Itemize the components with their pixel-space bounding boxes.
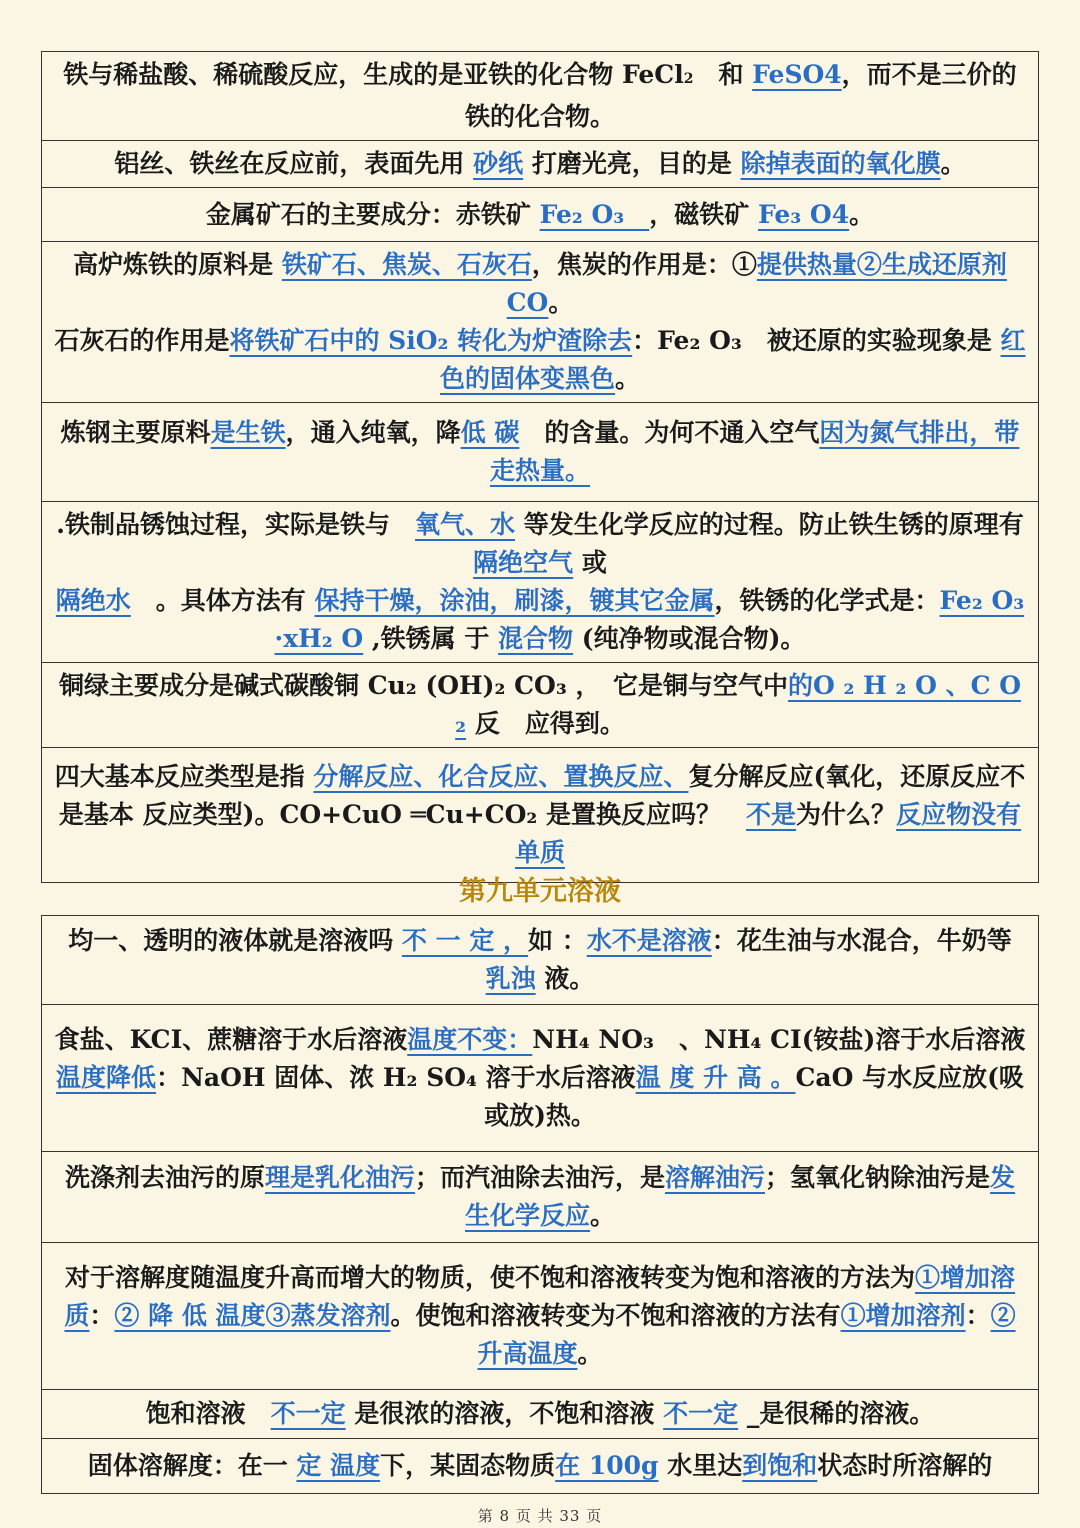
- table-cell: [42, 916, 1039, 1005]
- answer-text: 溶解油污: [665, 1163, 766, 1192]
- question-text: 固体溶解度：在一: [87, 1451, 297, 1480]
- question-text: 高炉炼铁的原料是: [73, 250, 282, 279]
- answer-text: Fe₂ O₃ ·xH₂ O: [274, 586, 1025, 653]
- question-text: 金属矿石的主要成分：赤铁矿: [205, 199, 540, 229]
- answer-text: 理是乳化油污: [264, 1163, 415, 1192]
- question-text: CaO 与水反应放(吸或放)热。: [484, 1063, 1024, 1130]
- table-row: [42, 188, 1039, 242]
- question-text: _是很稀的溶液。: [738, 1399, 935, 1428]
- answer-text: Fe₃ O4: [757, 199, 850, 229]
- answer-text: 铁矿石、焦炭、石灰石: [281, 250, 532, 279]
- table-cell: [42, 1243, 1039, 1390]
- question-text: ：: [965, 1301, 991, 1330]
- question-text: ；氢氧化钠除油污是: [765, 1163, 991, 1192]
- question-text: 的含量。为何不通入空气: [519, 418, 820, 447]
- table-row: [42, 1005, 1039, 1152]
- question-text: 。: [940, 149, 966, 178]
- table-row: [42, 403, 1039, 502]
- question-text: 。: [577, 1339, 603, 1368]
- table-cell: [42, 242, 1039, 403]
- question-text: 四大基本反应类型是指: [54, 762, 314, 791]
- answer-text: 除掉表面的氧化膜: [740, 149, 941, 178]
- answer-text: 不是: [746, 800, 797, 829]
- question-text: 对于溶解度随温度升高而增大的物质，使不饱和溶液转变为饱和溶液的方法为: [64, 1263, 915, 1292]
- table-row: [42, 52, 1039, 141]
- question-text: ，而不是三价的铁的化合物。: [464, 60, 1017, 131]
- question-text: ，通入纯氧，降: [285, 418, 461, 447]
- question-text: 。具体方法有: [130, 586, 315, 615]
- question-text: (纯净物或混合物)。: [573, 624, 806, 653]
- table-row: [42, 141, 1039, 188]
- answer-text: 混合物: [498, 624, 574, 653]
- table-cell: [42, 663, 1039, 748]
- question-text: 。使饱和溶液转变为不饱和溶液的方法有: [390, 1301, 841, 1330]
- table-row: [42, 502, 1039, 663]
- answer-text: 分解反应、化合反应、置换反应、: [313, 762, 689, 791]
- section-title: 第九单元溶液: [459, 876, 621, 907]
- question-text: 是很浓的溶液，不饱和溶液: [345, 1399, 664, 1428]
- table-row: [42, 1152, 1039, 1243]
- answer-text: 定 温度: [296, 1451, 381, 1480]
- question-text: 铜绿主要成分是碱式碳酸铜 Cu₂ (OH)₂ CO₃ ， 它是铜与空气中: [59, 671, 788, 700]
- question-text: 打磨光亮，目的是: [523, 149, 741, 178]
- answer-text: 因为氮气排出，带走热量。: [489, 418, 1020, 485]
- table-cell: [42, 403, 1039, 502]
- answer-text: 水不是溶液: [586, 926, 712, 955]
- table-row: [42, 1390, 1039, 1439]
- table-cell: [42, 1390, 1039, 1439]
- answer-text: 到饱和: [742, 1451, 818, 1480]
- question-text: ，铁锈的化学式是：: [714, 586, 940, 615]
- question-text: NH₄ NO₃ 、NH₄ CI(铵盐)溶于水后溶液: [532, 1025, 1026, 1054]
- question-text: 石灰石的作用是: [54, 326, 230, 355]
- question-text: ，磁铁矿: [649, 199, 758, 229]
- question-text: .铁制品锈蚀过程，实际是铁与: [56, 510, 415, 539]
- table-cell: [42, 188, 1039, 242]
- question-text: 。: [548, 288, 574, 317]
- question-text: 和: [693, 60, 753, 89]
- answer-text: ② 降 低 温度③蒸发溶剂: [114, 1301, 391, 1330]
- table-row: [42, 748, 1039, 883]
- question-text: 铝丝、铁丝在反应前，表面先用: [114, 149, 474, 178]
- answer-text: 乳浊: [485, 964, 536, 993]
- table-row: [42, 1439, 1039, 1494]
- answer-text: 不一定: [270, 1399, 346, 1428]
- question-text: 。: [615, 364, 641, 393]
- question-text: 液。: [535, 964, 595, 993]
- table-row: [42, 1243, 1039, 1390]
- answer-text: 隔绝空气: [473, 548, 574, 577]
- answer-text: 温度不变：: [407, 1025, 533, 1054]
- answer-text: 氧气、水: [414, 510, 515, 539]
- question-text: ；而汽油除去油污，是: [414, 1163, 665, 1192]
- question-text: 炼钢主要原料: [60, 418, 211, 447]
- question-text: 。: [590, 1201, 616, 1230]
- question-text: 反 应得到。: [466, 709, 625, 738]
- question-text: ：: [89, 1301, 115, 1330]
- table-cell: [42, 748, 1039, 883]
- answer-text: 不一定: [663, 1399, 739, 1428]
- table-cell: [42, 52, 1039, 141]
- answer-text: 将铁矿石中的 SiO₂ 转化为炉渣除去: [229, 326, 633, 355]
- question-text: 饱和溶液: [145, 1399, 271, 1428]
- answer-text: ①增加溶剂: [840, 1301, 966, 1330]
- answer-text: 提供热量②生成还原剂 CO: [506, 250, 1007, 317]
- question-text: 状态时所溶解的: [817, 1451, 993, 1480]
- question-text: ：NaOH 固体、浓 H₂ SO₄ 溶于水后溶液: [156, 1063, 636, 1092]
- question-text: 如 ：: [528, 926, 587, 955]
- question-text: ，焦炭的作用是：①: [531, 250, 757, 279]
- question-text: 水里达: [658, 1451, 743, 1480]
- question-text: 食盐、KCI、蔗糖溶于水后溶液: [54, 1025, 408, 1054]
- question-text: 或: [573, 548, 607, 577]
- answer-text: FeSO4: [752, 60, 842, 89]
- table-row: [42, 663, 1039, 748]
- table-cell: [42, 502, 1039, 663]
- answer-text: 保持干燥，涂油，刷漆，镀其它金属: [314, 586, 715, 615]
- answer-text: 砂纸: [473, 149, 524, 178]
- answer-text: 低 碳: [460, 418, 520, 447]
- question-text: 。: [849, 199, 875, 229]
- answer-text: 在 100g: [555, 1451, 659, 1480]
- question-text: ：Fe₂ O₃ 被还原的实验现象是: [632, 326, 1001, 355]
- answer-text: 发生化学反应: [464, 1163, 1016, 1230]
- question-text: 下，某固态物质: [380, 1451, 556, 1480]
- question-text: 复分解反应(氧化，还原反应不是基本 反应类型)。CO+CuO ═Cu+CO₂ 是置换反应吗？: [58, 762, 1026, 829]
- subscript: 2: [683, 71, 694, 87]
- solutions-table: [41, 915, 1039, 1494]
- question-text: 为什么？: [796, 800, 897, 829]
- answer-text: 是生铁: [210, 418, 286, 447]
- answer-text: 不 一 定 ，: [401, 926, 529, 955]
- answer-text: ② 升高温度: [477, 1301, 1016, 1368]
- answer-text: 温度降低: [56, 1063, 157, 1092]
- table-row: [42, 242, 1039, 403]
- table-cell: [42, 1005, 1039, 1152]
- answer-text: 的O ₂ H ₂ O 、C O ₂: [455, 671, 1021, 738]
- answer-text: Fe₂ O₃: [539, 199, 650, 229]
- table-row: [42, 916, 1039, 1005]
- answer-text: 温 度 升 高 。: [635, 1063, 796, 1092]
- answer-text: 红色的固体变黑色: [439, 326, 1026, 393]
- table-cell: [42, 1152, 1039, 1243]
- question-text: ：花生油与水混合，牛奶等: [711, 926, 1012, 955]
- metals-table: [41, 51, 1039, 883]
- page-footer: 第 8 页 共 33 页: [477, 1507, 603, 1525]
- table-cell: [42, 141, 1039, 188]
- question-text: 等发生化学反应的过程。防止铁生锈的原理有: [515, 510, 1024, 539]
- answer-text: 反应物没有单质: [514, 800, 1022, 867]
- question-text: 洗涤剂去油污的原: [64, 1163, 265, 1192]
- answer-text: ①增加溶质: [64, 1263, 1016, 1330]
- question-text: ,铁锈属 于: [363, 624, 499, 653]
- answer-text: 隔绝水: [55, 586, 131, 615]
- question-text: 均一、透明的液体就是溶液吗: [68, 926, 402, 955]
- table-cell: [42, 1439, 1039, 1494]
- question-text: 铁与稀盐酸、稀硫酸反应，生成的是亚铁的化合物 FeCl: [63, 60, 684, 89]
